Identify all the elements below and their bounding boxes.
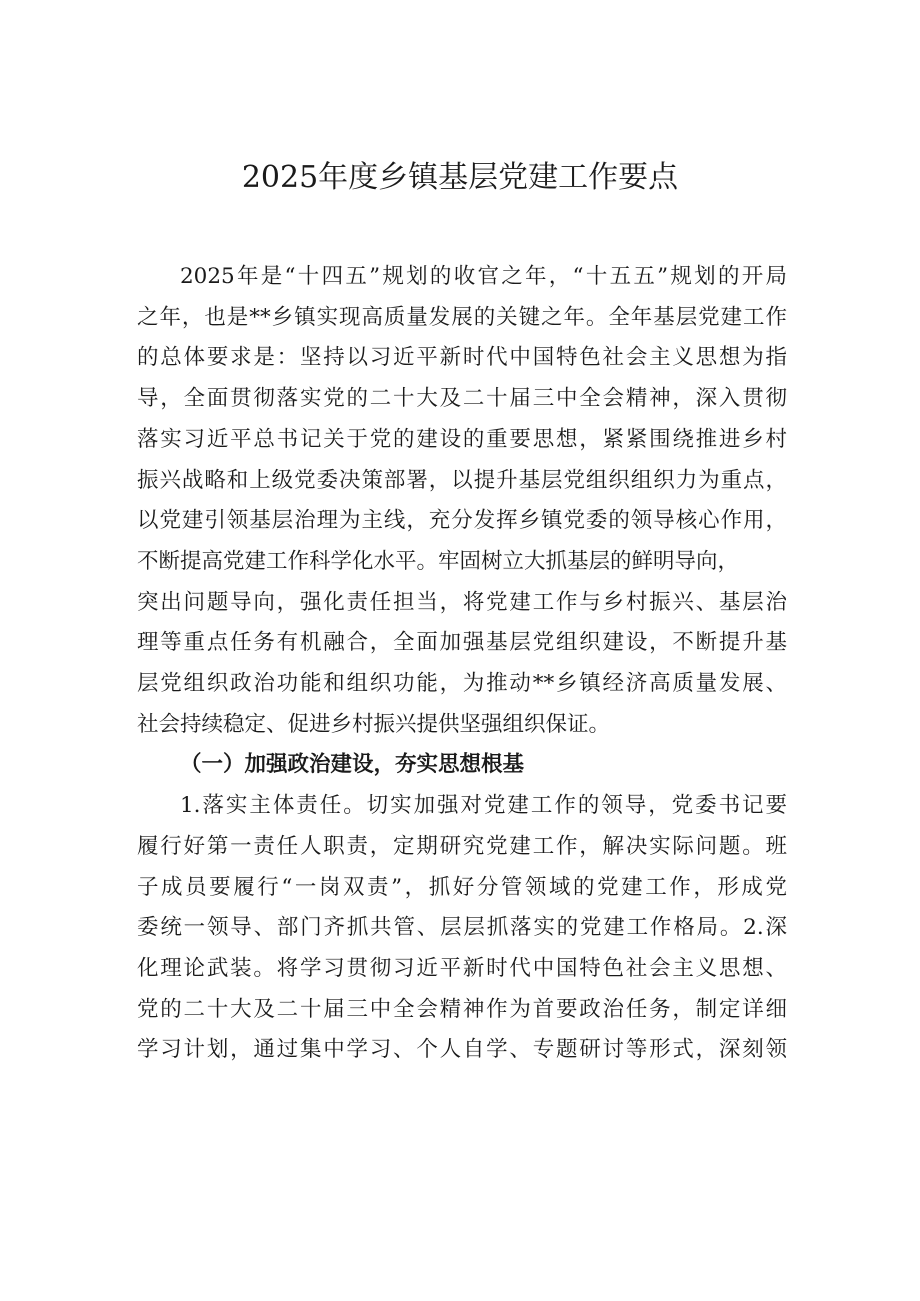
paragraph-line: 以党建引领基层治理为主线，充分发挥乡镇党委的领导核心作用， bbox=[137, 508, 787, 534]
paragraph-line: 层党组织政治功能和组织功能，为推动**乡镇经济高质量发展、 bbox=[137, 671, 787, 696]
paragraph-line: 履行好第一责任人职责，定期研究党建工作，解决实际问题。班 bbox=[137, 833, 787, 859]
paragraph-line: 2025年是“十四五”规划的收官之年，“十五五”规划的开局 bbox=[180, 264, 787, 289]
paragraph-line: 化理论武装。将学习贯彻习近平新时代中国特色社会主义思想、 bbox=[137, 955, 787, 981]
paragraph-line: 不断提高党建工作科学化水平。牢固树立大抓基层的鲜明导向， bbox=[137, 548, 740, 574]
paragraph-line: 学习计划，通过集中学习、个人自学、专题研讨等形式，深刻领 bbox=[137, 1037, 787, 1063]
paragraph-line: 之年，也是**乡镇实现高质量发展的关键之年。全年基层党建工作 bbox=[137, 304, 787, 330]
paragraph-line: 党的二十大及二十届三中全会精神作为首要政治任务，制定详细 bbox=[137, 996, 787, 1022]
paragraph-line: 导，全面贯彻落实党的二十大及二十届三中全会精神，深入贯彻 bbox=[137, 386, 787, 412]
paragraph-line: 振兴战略和上级党委决策部署，以提升基层党组织组织力为重点， bbox=[137, 467, 787, 493]
paragraph-line: 突出问题导向，强化责任担当，将党建工作与乡村振兴、基层治 bbox=[137, 589, 787, 615]
section-heading: （一）加强政治建设，夯实思想根基 bbox=[180, 752, 525, 778]
paragraph-line: 委统一领导、部门齐抓共管、层层抓落实的党建工作格局。2.深 bbox=[137, 915, 787, 941]
paragraph-line: 社会持续稳定、促进乡村振兴提供坚强组织保证。 bbox=[137, 711, 611, 737]
paragraph-line: 理等重点任务有机融合，全面加强基层党组织建设，不断提升基 bbox=[137, 630, 787, 656]
paragraph-line: 的总体要求是：坚持以习近平新时代中国特色社会主义思想为指 bbox=[137, 345, 787, 371]
paragraph-line: 子成员要履行“一岗双责”，抓好分管领域的党建工作，形成党 bbox=[137, 874, 787, 900]
paragraph-line: 落实习近平总书记关于党的建设的重要思想，紧紧围绕推进乡村 bbox=[137, 426, 787, 452]
document-title: 2025年度乡镇基层党建工作要点 bbox=[241, 160, 679, 195]
paragraph-line: 1.落实主体责任。切实加强对党建工作的领导，党委书记要 bbox=[180, 793, 787, 819]
